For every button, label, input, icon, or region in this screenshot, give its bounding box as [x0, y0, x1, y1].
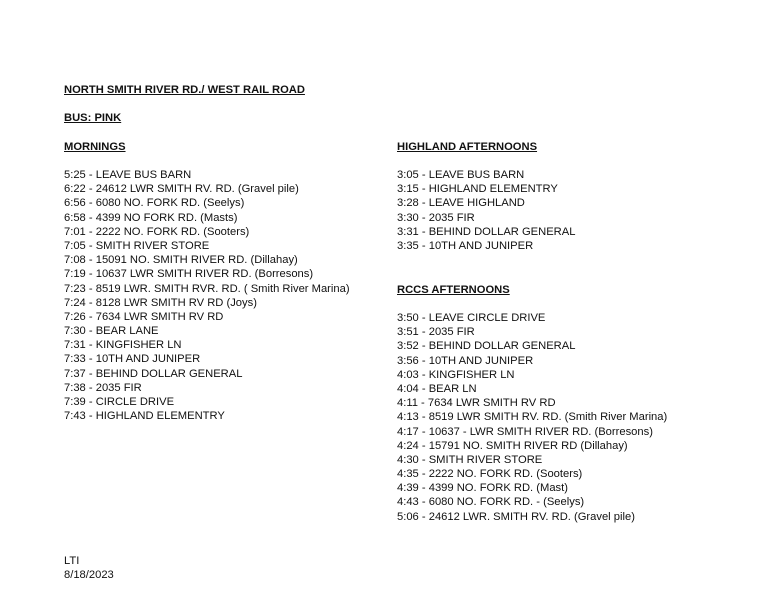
stop-item: 3:05 - LEAVE BUS BARN — [397, 169, 525, 181]
highland-afternoons-stop-list — [397, 168, 575, 253]
stop-item: 4:13 - 8519 LWR SMITH RV. RD. (Smith River Marina) — [397, 411, 668, 424]
stop-item: 3:30 - 2035 FIR — [397, 211, 475, 224]
stop-item: 4:24 - 15791 NO. SMITH RIVER RD (Dillahay) — [397, 439, 628, 452]
stop-item: 7:24 - 8128 LWR SMITH RV RD (Joys) — [64, 296, 257, 309]
mornings-heading: MORNINGS — [64, 141, 126, 153]
route-title: NORTH SMITH RIVER RD./ WEST RAIL ROAD — [64, 84, 305, 96]
stop-item: 7:39 - CIRCLE DRIVE — [64, 396, 175, 408]
stop-item: 7:38 - 2035 FIR — [64, 381, 142, 394]
stop-item: 7:08 - 15091 NO. SMITH RIVER RD. (Dillahay) — [64, 254, 298, 267]
document-footer — [64, 554, 114, 582]
footer-date: 8/18/2023 — [64, 569, 114, 581]
stop-item: 7:37 - BEHIND DOLLAR GENERAL — [64, 367, 243, 380]
stop-item: 5:06 - 24612 LWR. SMITH RV. RD. (Gravel pile) — [397, 510, 635, 523]
highland-afternoons-heading: HIGHLAND AFTERNOONS — [397, 141, 538, 153]
stop-item: 4:43 - 6080 NO. FORK RD. - (Seelys) — [397, 496, 585, 509]
stop-item: 7:30 - BEAR LANE — [64, 325, 159, 338]
stop-item: 3:56 - 10TH AND JUNIPER — [397, 354, 534, 367]
stop-item: 6:22 - 24612 LWR SMITH RV. RD. (Gravel pile) — [64, 183, 299, 196]
rccs-afternoons-stop-list — [397, 311, 667, 524]
stop-item: 3:50 - LEAVE CIRCLE DRIVE — [397, 312, 546, 324]
stop-item: 7:05 - SMITH RIVER STORE — [64, 239, 210, 252]
footer-initials: LTI — [64, 555, 80, 567]
rccs-afternoons-heading: RCCS AFTERNOONS — [397, 284, 510, 296]
mornings-stop-list — [64, 168, 350, 423]
stop-item: 3:51 - 2035 FIR — [397, 326, 475, 339]
bus-color-label: BUS: PINK — [64, 112, 122, 124]
stop-item: 6:58 - 4399 NO FORK RD. (Masts) — [64, 211, 238, 224]
stop-item: 7:31 - KINGFISHER LN — [64, 339, 182, 352]
stop-item: 4:35 - 2222 NO. FORK RD. (Sooters) — [397, 468, 583, 481]
stop-item: 4:30 - SMITH RIVER STORE — [397, 453, 543, 466]
stop-item: 3:28 - LEAVE HIGHLAND — [397, 197, 525, 210]
stop-item: 3:31 - BEHIND DOLLAR GENERAL — [397, 225, 576, 238]
stop-item: 4:11 - 7634 LWR SMITH RV RD — [397, 397, 556, 410]
stop-item: 7:43 - HIGHLAND ELEMENTRY — [64, 410, 225, 423]
stop-item: 4:17 - 10637 - LWR SMITH RIVER RD. (Borresons) — [397, 425, 653, 438]
stop-item: 3:52 - BEHIND DOLLAR GENERAL — [397, 340, 576, 353]
stop-item: 5:25 - LEAVE BUS BARN — [64, 169, 192, 181]
stop-item: 7:23 - 8519 LWR. SMITH RVR. RD. ( Smith River Marina) — [64, 282, 350, 295]
stop-item: 4:03 - KINGFISHER LN — [397, 368, 515, 381]
stop-item: 7:33 - 10TH AND JUNIPER — [64, 353, 201, 366]
stop-item: 3:15 - HIGHLAND ELEMENTRY — [397, 183, 558, 196]
stop-item: 4:39 - 4399 NO. FORK RD. (Mast) — [397, 482, 568, 495]
stop-item: 4:04 - BEAR LN — [397, 382, 477, 395]
stop-item: 7:01 - 2222 NO. FORK RD. (Sooters) — [64, 225, 250, 238]
stop-item: 6:56 - 6080 NO. FORK RD. (Seelys) — [64, 197, 245, 210]
stop-item: 7:26 - 7634 LWR SMITH RV RD — [64, 310, 224, 323]
stop-item: 3:35 - 10TH AND JUNIPER — [397, 239, 534, 252]
stop-item: 7:19 - 10637 LWR SMITH RIVER RD. (Borresons) — [64, 268, 314, 281]
